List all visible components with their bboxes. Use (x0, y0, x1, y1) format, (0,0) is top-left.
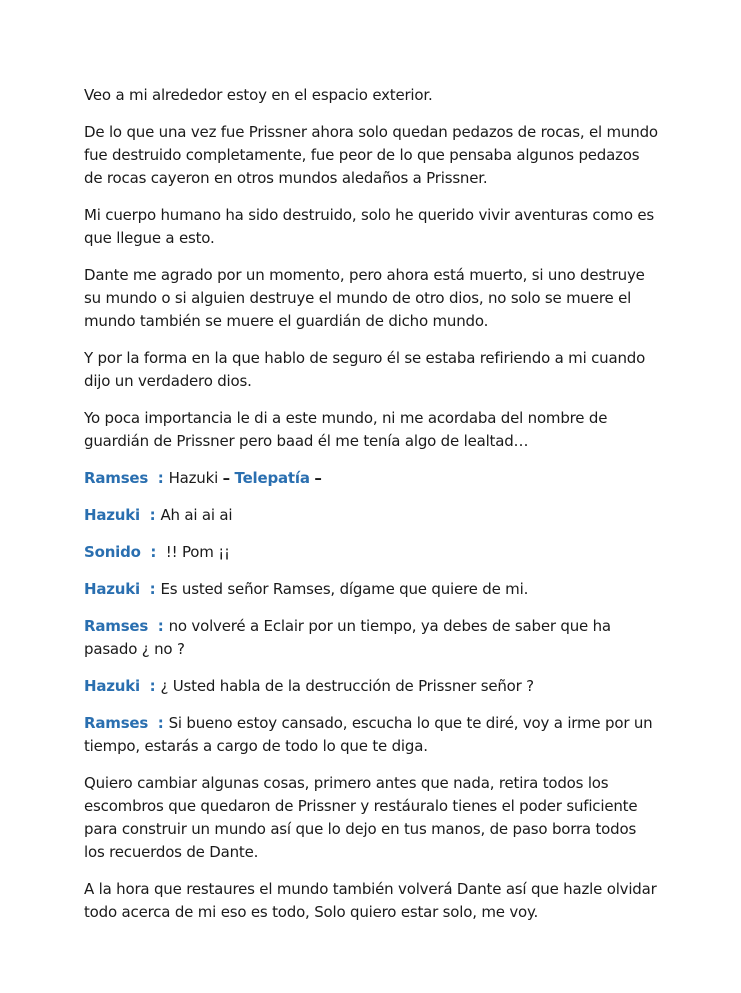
speaker-name: Hazuki (84, 506, 141, 524)
dialogue-line (84, 467, 659, 490)
dialogue-text: no volveré a Eclair por un tiempo, ya debes de saber que ha pasado ¿ no ? (84, 617, 611, 658)
dialogue-text: Ah ai ai ai (160, 506, 233, 524)
dialogue-text: Hazuki (168, 469, 219, 487)
narration-paragraph: Quiero cambiar algunas cosas, primero antes que nada, retira todos los escombros que quedaron de Prissner y restáuralo tienes el poder suficiente para construir un mundo así que lo dejo en tus manos, de paso borra todos los recuerdos de Dante. (84, 774, 638, 861)
dialogue-text: Si bueno estoy cansado, escucha lo que te diré, voy a irme por un tiempo, estarás a cargo de todo lo que te diga. (84, 714, 653, 755)
speaker-separator: : (152, 469, 169, 487)
narration-paragraph: Y por la forma en la que hablo de seguro él se estaba refiriendo a mi cuando dijo un verdadero dios. (84, 349, 646, 390)
dialogue-line (84, 712, 659, 758)
dialogue-text: Es usted señor Ramses, dígame que quiere de mi. (160, 580, 529, 598)
speaker-separator: : (152, 617, 169, 635)
speaker-separator: : (152, 714, 169, 732)
speaker-separator: : (144, 580, 161, 598)
speaker-name: Ramses (84, 714, 149, 732)
speaker-separator: : (144, 506, 161, 524)
narration-paragraph: Mi cuerpo humano ha sido destruido, solo he querido vivir aventuras como es que llegue a esto. (84, 206, 655, 247)
speaker-separator: : (145, 543, 162, 561)
speaker-name: Ramses (84, 469, 149, 487)
dash-separator: – (222, 469, 230, 487)
dialogue-line (84, 615, 659, 661)
dialogue-text: !! Pom ¡¡ (165, 543, 230, 561)
speaker-name: Sonido (84, 543, 141, 561)
dialogue-line (84, 675, 659, 698)
narration-paragraph: De lo que una vez fue Prissner ahora solo quedan pedazos de rocas, el mundo fue destruido completamente, fue peor de lo que pensaba algunos pedazos de rocas cayeron en otros mundos aledaños a Prissner. (84, 123, 658, 187)
dialogue-line (84, 504, 659, 527)
speaker-name: Hazuki (84, 677, 141, 695)
dash-separator: – (314, 469, 322, 487)
speaker-separator: : (144, 677, 161, 695)
telepathy-tag: Telepatía (234, 469, 310, 487)
dialogue-text: ¿ Usted habla de la destrucción de Prissner señor ? (160, 677, 534, 695)
narration-paragraph: A la hora que restaures el mundo también volverá Dante así que hazle olvidar todo acerca de mi eso es todo, Solo quiero estar solo, me voy. (84, 880, 657, 921)
speaker-name: Ramses (84, 617, 149, 635)
narration-paragraph: Veo a mi alrededor estoy en el espacio exterior. (84, 86, 433, 104)
narration-paragraph: Yo poca importancia le di a este mundo, ni me acordaba del nombre de guardián de Prissner pero baad él me tenía algo de lealtad… (84, 409, 608, 450)
dialogue-line (84, 541, 659, 564)
document-page (84, 84, 659, 938)
dialogue-line (84, 578, 659, 601)
narration-paragraph: Dante me agrado por un momento, pero ahora está muerto, si uno destruye su mundo o si alguien destruye el mundo de otro dios, no solo se muere el mundo también se muere el guardián de dicho mundo. (84, 266, 645, 330)
speaker-name: Hazuki (84, 580, 141, 598)
